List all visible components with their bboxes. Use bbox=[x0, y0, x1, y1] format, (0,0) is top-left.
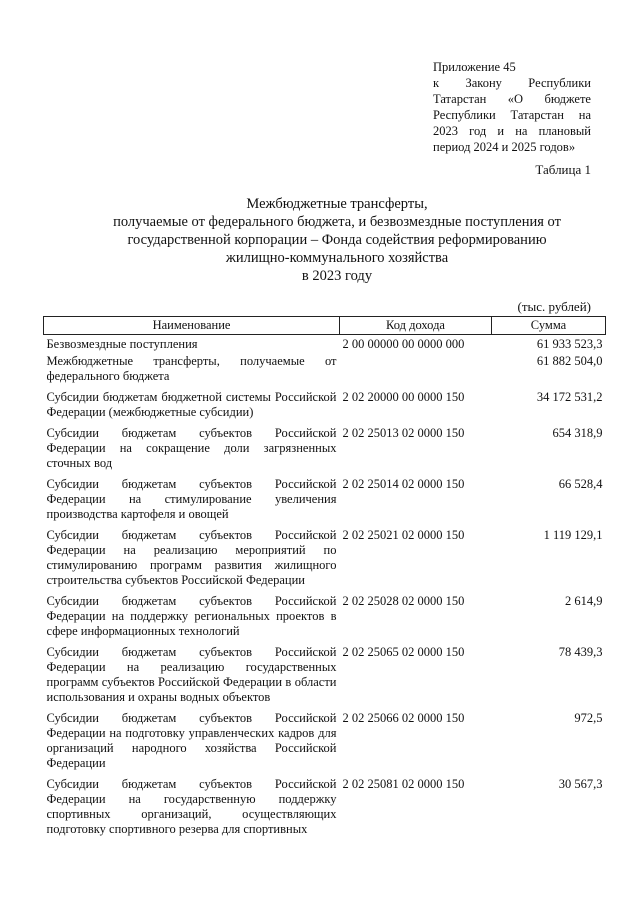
transfers-table bbox=[43, 316, 606, 841]
row-code: 2 02 25065 02 0000 150 bbox=[342, 645, 465, 659]
table-row bbox=[44, 709, 606, 775]
row-name: Субсидии бюджетам субъектов Российской Федерации на реализацию государственных программ субъектов Российской Федерации в области использования и охраны водных объектов bbox=[46, 645, 337, 704]
table-row bbox=[44, 643, 606, 709]
row-code: 2 02 25066 02 0000 150 bbox=[342, 711, 465, 725]
title-line: государственной корпорации – Фонда содействия реформированию bbox=[127, 232, 547, 248]
row-sum: 654 318,9 bbox=[552, 426, 603, 440]
appendix-note bbox=[433, 59, 591, 155]
row-sum: 34 172 531,2 bbox=[536, 390, 603, 404]
row-sum: 78 439,3 bbox=[558, 645, 603, 659]
appendix-line: период 2024 и 2025 годов» bbox=[433, 140, 576, 154]
title-line: получаемые от федерального бюджета, и безвозмездные поступления от bbox=[113, 214, 561, 230]
row-sum: 2 614,9 bbox=[565, 594, 603, 608]
row-name: Субсидии бюджетам субъектов Российской Федерации на стимулирование увеличения производства картофеля и овощей bbox=[46, 477, 337, 521]
row-name: Межбюджетные трансферты, получаемые от федерального бюджета bbox=[46, 354, 337, 383]
units-label: (тыс. рублей) bbox=[517, 299, 591, 314]
table-row bbox=[44, 335, 606, 353]
row-code: 2 02 20000 00 0000 150 bbox=[342, 390, 465, 404]
title-line: жилищно-коммунального хозяйства bbox=[225, 250, 449, 266]
appendix-line: Приложение 45 bbox=[433, 60, 516, 74]
row-sum: 66 528,4 bbox=[558, 477, 603, 491]
appendix-line: Татарстан «О бюджете bbox=[433, 92, 591, 106]
row-sum: 1 119 129,1 bbox=[543, 528, 603, 542]
title-line: Межбюджетные трансферты, bbox=[246, 196, 428, 212]
row-name: Субсидии бюджетам субъектов Российской Федерации на реализацию мероприятий по стимулированию программ развития жилищного строительства субъектов Российской Федерации bbox=[46, 528, 337, 587]
row-name: Субсидии бюджетам субъектов Российской Федерации на государственную поддержку спортивных организаций, осуществляющих подготовку спортивного резерва для спортивных bbox=[46, 777, 337, 836]
row-name: Субсидии бюджетам субъектов Российской Федерации на поддержку региональных проектов в сфере информационных технологий bbox=[46, 594, 337, 638]
table-row bbox=[44, 775, 606, 841]
header-name: Наименование bbox=[44, 317, 340, 335]
table-row bbox=[44, 352, 606, 388]
row-code: 2 02 25021 02 0000 150 bbox=[342, 528, 465, 542]
row-sum: 972,5 bbox=[574, 711, 603, 725]
appendix-line: Республики Татарстан на bbox=[433, 108, 591, 122]
row-code: 2 02 25081 02 0000 150 bbox=[342, 777, 465, 791]
table-row bbox=[44, 526, 606, 592]
row-code bbox=[340, 352, 492, 388]
row-code: 2 02 25014 02 0000 150 bbox=[342, 477, 465, 491]
row-code: 2 00 00000 00 0000 000 bbox=[342, 337, 465, 351]
document-title bbox=[40, 195, 634, 285]
row-name: Безвозмездные поступления bbox=[46, 337, 198, 351]
appendix-line: 2023 год и на плановый bbox=[433, 124, 591, 138]
table-number: Таблица 1 bbox=[535, 162, 591, 177]
table-row bbox=[44, 424, 606, 475]
title-line: в 2023 году bbox=[301, 268, 373, 284]
row-name: Субсидии бюджетам субъектов Российской Федерации на подготовку управленческих кадров для организаций народного хозяйства Российской Федерации bbox=[46, 711, 337, 770]
row-sum: 61 933 523,3 bbox=[536, 337, 603, 351]
row-name: Субсидии бюджетам субъектов Российской Федерации на сокращение доли загрязненных сточных вод bbox=[46, 426, 337, 470]
table-row bbox=[44, 388, 606, 424]
row-code: 2 02 25013 02 0000 150 bbox=[342, 426, 465, 440]
row-code: 2 02 25028 02 0000 150 bbox=[342, 594, 465, 608]
table-header-row bbox=[44, 317, 606, 335]
table-row bbox=[44, 592, 606, 643]
row-name: Субсидии бюджетам бюджетной системы Российской Федерации (межбюджетные субсидии) bbox=[46, 390, 337, 419]
row-sum: 30 567,3 bbox=[558, 777, 603, 791]
header-sum: Сумма bbox=[492, 317, 606, 335]
row-sum: 61 882 504,0 bbox=[536, 354, 603, 368]
header-code: Код дохода bbox=[340, 317, 492, 335]
table-row bbox=[44, 475, 606, 526]
appendix-line: к Закону Республики bbox=[433, 76, 591, 90]
